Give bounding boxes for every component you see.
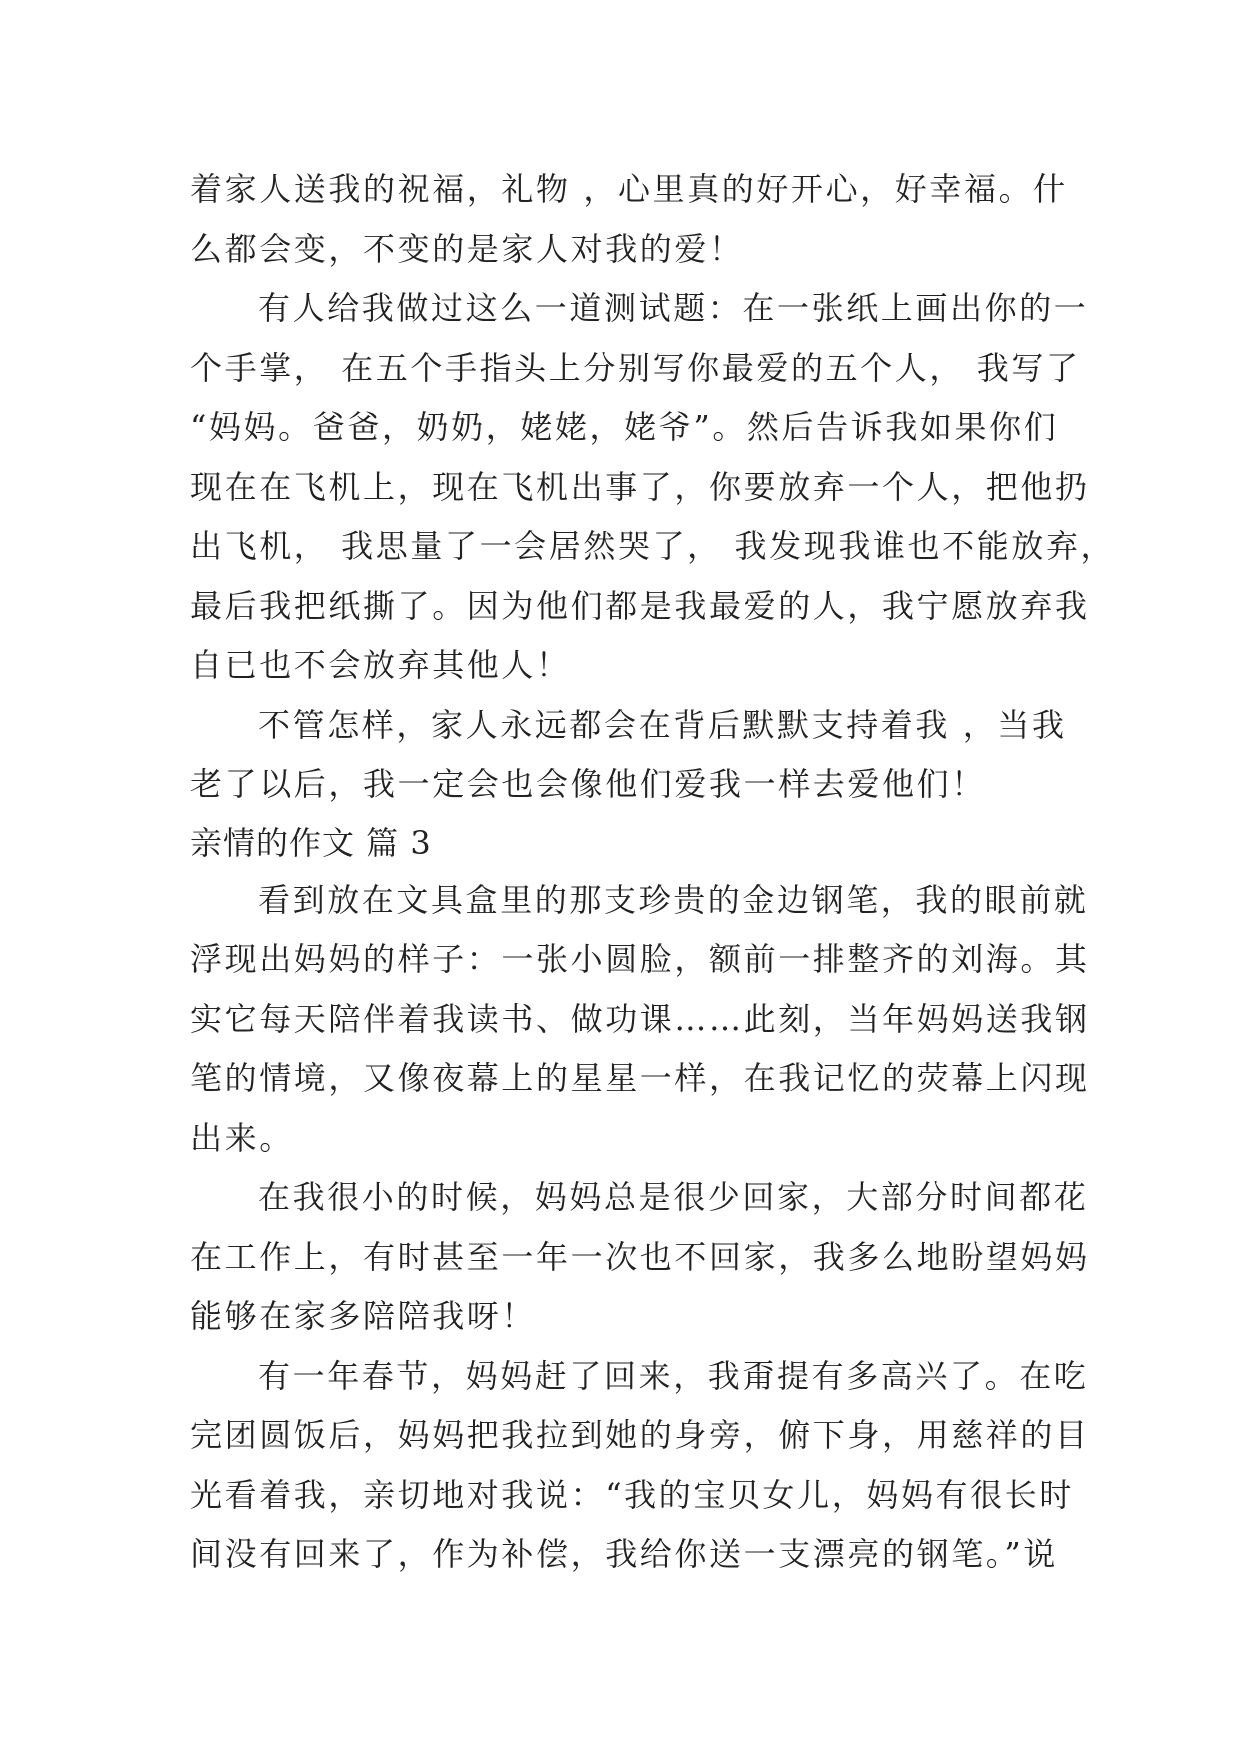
text-line: 能够在家多陪陪我呀！ <box>190 1297 537 1335</box>
paragraph <box>190 1168 1090 1347</box>
paragraph <box>190 1347 1090 1585</box>
text-line: 实它每天陪伴着我读书、做功课……此刻，当年妈妈送我钢 <box>190 999 1090 1038</box>
text-line: 现在在飞机上，现在飞机出事了，你要放弃一个人，把他扔 <box>190 467 1090 506</box>
paragraph <box>190 279 1116 696</box>
text-line: 最后我把纸撕了。因为他们都是我最爱的人，我宁愿放弃我 <box>190 586 1090 625</box>
paragraph <box>190 696 1067 815</box>
text-line: 出来。 <box>190 1118 294 1157</box>
text-line: 个手掌， 在五个手指头上分别写你最爱的五个人， 我写了 <box>190 348 1081 387</box>
text-line: 有一年春节，妈妈赶了回来，我甭提有多高兴了。在吃 <box>258 1356 1089 1395</box>
paragraph <box>190 871 1090 1169</box>
text-line: 光看着我，亲切地对我说：“我的宝贝女儿，妈妈有很长时 <box>190 1475 1074 1514</box>
document-body <box>190 160 1116 1585</box>
text-line: 在我很小的时候，妈妈总是很少回家，大部分时间都花 <box>258 1178 1089 1216</box>
paragraph <box>190 160 1068 279</box>
text-line: 在工作上，有时甚至一年一次也不回家，我多么地盼望妈妈 <box>190 1237 1090 1276</box>
text-line: 有人给我做过这么一道测试题：在一张纸上画出你的一 <box>258 289 1089 327</box>
text-line: 不管怎样，家人永远都会在背后默默支持着我 ，当我 <box>258 705 1067 744</box>
text-line: 出飞机， 我思量了一会居然哭了， 我发现我谁也不能放弃， <box>190 527 1116 565</box>
text-line: 老了以后，我一定会也会像他们爱我一样去爱他们！ <box>190 765 986 803</box>
section-heading: 亲情的作文 篇 3 <box>190 823 432 862</box>
text-line: “妈妈。爸爸，奶奶，姥姥，姥爷”。然后告诉我如果你们 <box>190 408 1059 446</box>
text-line: 么都会变，不变的是家人对我的爱！ <box>190 229 744 268</box>
text-line: 看到放在文具盒里的那支珍贵的金边钢笔，我的眼前就 <box>258 880 1089 919</box>
text-line: 自已也不会放弃其他人！ <box>190 646 571 684</box>
text-line: 完团圆饭后，妈妈把我拉到她的身旁，俯下身，用慈祥的目 <box>190 1416 1090 1454</box>
text-line: 笔的情境，又像夜幕上的星星一样，在我记忆的荧幕上闪现 <box>190 1059 1090 1097</box>
text-line: 浮现出妈妈的样子：一张小圆脸，额前一排整齐的刘海。其 <box>190 940 1090 978</box>
text-line: 间没有回来了，作为补偿，我给你送一支漂亮的钢笔。”说 <box>190 1535 1058 1573</box>
text-line: 着家人送我的祝福，礼物 ，心里真的好开心，好幸福。什 <box>190 170 1068 208</box>
